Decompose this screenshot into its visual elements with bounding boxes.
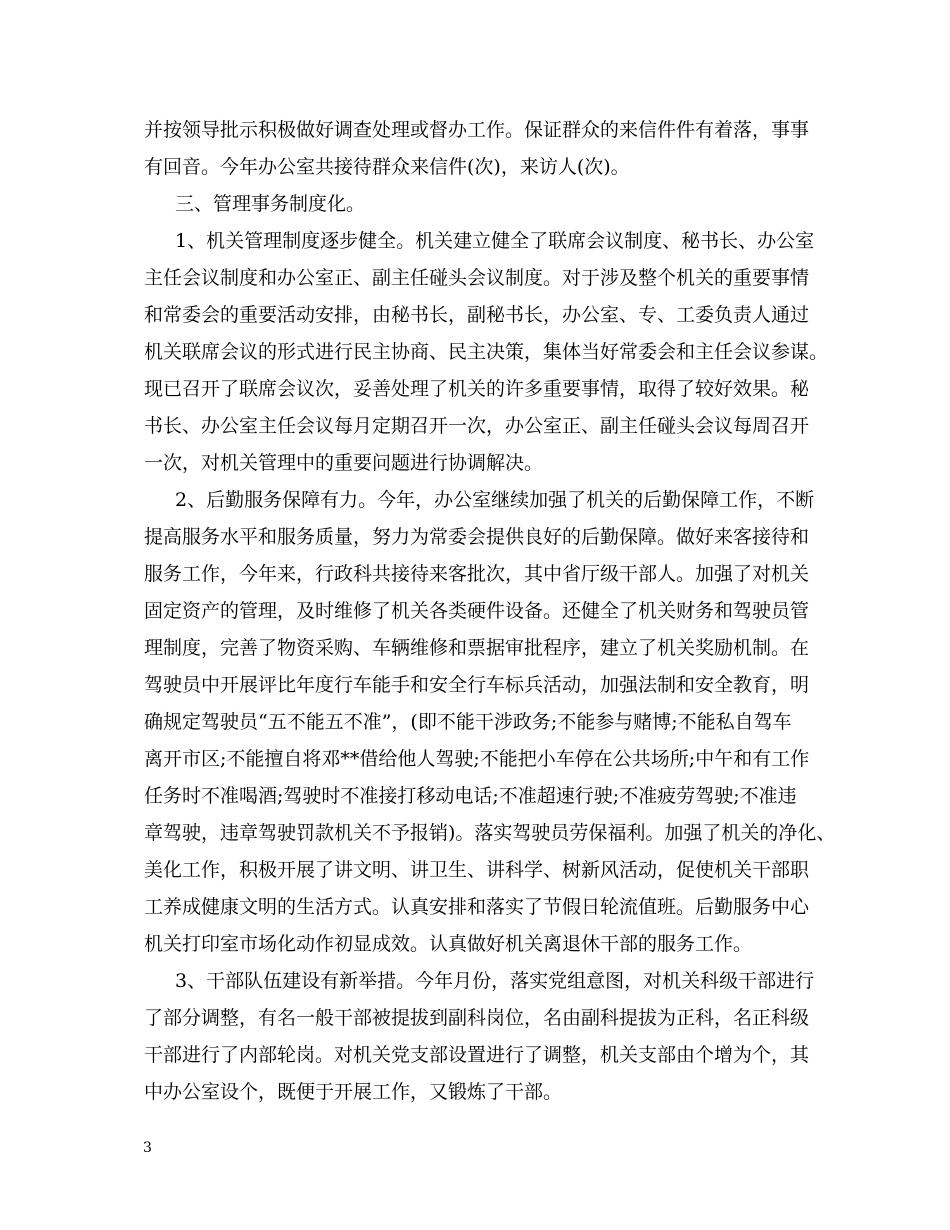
text-line: 书长、办公室主任会议每月定期召开一次，办公室正、副主任碰头会议每周召开 — [144, 415, 810, 437]
text-line: 机关联席会议的形式进行民主协商、民主决策，集体当好常委会和主任会议参谋。 — [144, 341, 829, 363]
text-line: 了部分调整，有名一般干部被提拔到副科岗位，名由副科提拔为正科，名正科级 — [144, 1007, 810, 1029]
text-line: 中办公室设个，既便于开展工作，又锻炼了干部。 — [144, 1081, 563, 1103]
text-line: 一次，对机关管理中的重要问题进行协调解决。 — [144, 452, 544, 474]
text-line: 现已召开了联席会议次，妥善处理了机关的许多重要事情，取得了较好效果。秘 — [144, 378, 810, 400]
text-line: 离开市区;不能擅自将邓**借给他人驾驶;不能把小车停在公共场所;中午和有工作 — [144, 748, 810, 770]
text-line: 确规定驾驶员“五不能五不准”，(即不能干涉政务;不能参与赌博;不能私自驾车 — [144, 711, 792, 733]
text-line: 3、干部队伍建设有新举措。今年月份，落实党组意图，对机关科级干部进行 — [175, 970, 815, 992]
page-number: 3 — [143, 1140, 152, 1156]
text-line: 并按领导批示积极做好调查处理或督办工作。保证群众的来信件件有着落，事事 — [144, 119, 810, 141]
text-line: 理制度，完善了物资采购、车辆维修和票据审批程序，建立了机关奖励机制。在 — [144, 637, 810, 659]
text-line: 有回音。今年办公室共接待群众来信件(次)，来访人(次)。 — [144, 156, 630, 178]
text-line: 服务工作，今年来，行政科共接待来客批次，其中省厅级干部人。加强了对机关 — [144, 563, 810, 585]
text-line: 1、机关管理制度逐步健全。机关建立健全了联席会议制度、秘书长、办公室 — [175, 230, 815, 252]
text-line: 固定资产的管理，及时维修了机关各类硬件设备。还健全了机关财务和驾驶员管 — [144, 600, 810, 622]
text-line: 和常委会的重要活动安排，由秘书长，副秘书长，办公室、专、工委负责人通过 — [144, 304, 810, 326]
text-line: 工养成健康文明的生活方式。认真安排和落实了节假日轮流值班。后勤服务中心 — [144, 896, 810, 918]
text-line: 2、后勤服务保障有力。今年，办公室继续加强了机关的后勤保障工作，不断 — [175, 489, 815, 511]
text-line: 主任会议制度和办公室正、副主任碰头会议制度。对于涉及整个机关的重要事情 — [144, 267, 810, 289]
text-line: 干部进行了内部轮岗。对机关党支部设置进行了调整，机关支部由个增为个，其 — [144, 1044, 810, 1066]
section-heading: 三、管理事务制度化。 — [175, 193, 366, 215]
text-line: 机关打印室市场化动作初显成效。认真做好机关离退休干部的服务工作。 — [144, 933, 753, 955]
text-line: 驾驶员中开展评比年度行车能手和安全行车标兵活动，加强法制和安全教育，明 — [144, 674, 810, 696]
text-line: 任务时不准喝酒;驾驶时不准接打移动电话;不准超速行驶;不准疲劳驾驶;不准违 — [144, 785, 797, 807]
text-line: 美化工作，积极开展了讲文明、讲卫生、讲科学、树新风活动，促使机关干部职 — [144, 859, 810, 881]
text-line: 提高服务水平和服务质量，努力为常委会提供良好的后勤保障。做好来客接待和 — [144, 526, 810, 548]
text-line: 章驾驶，违章驾驶罚款机关不予报销)。落实驾驶员劳保福利。加强了机关的净化、 — [144, 822, 836, 844]
